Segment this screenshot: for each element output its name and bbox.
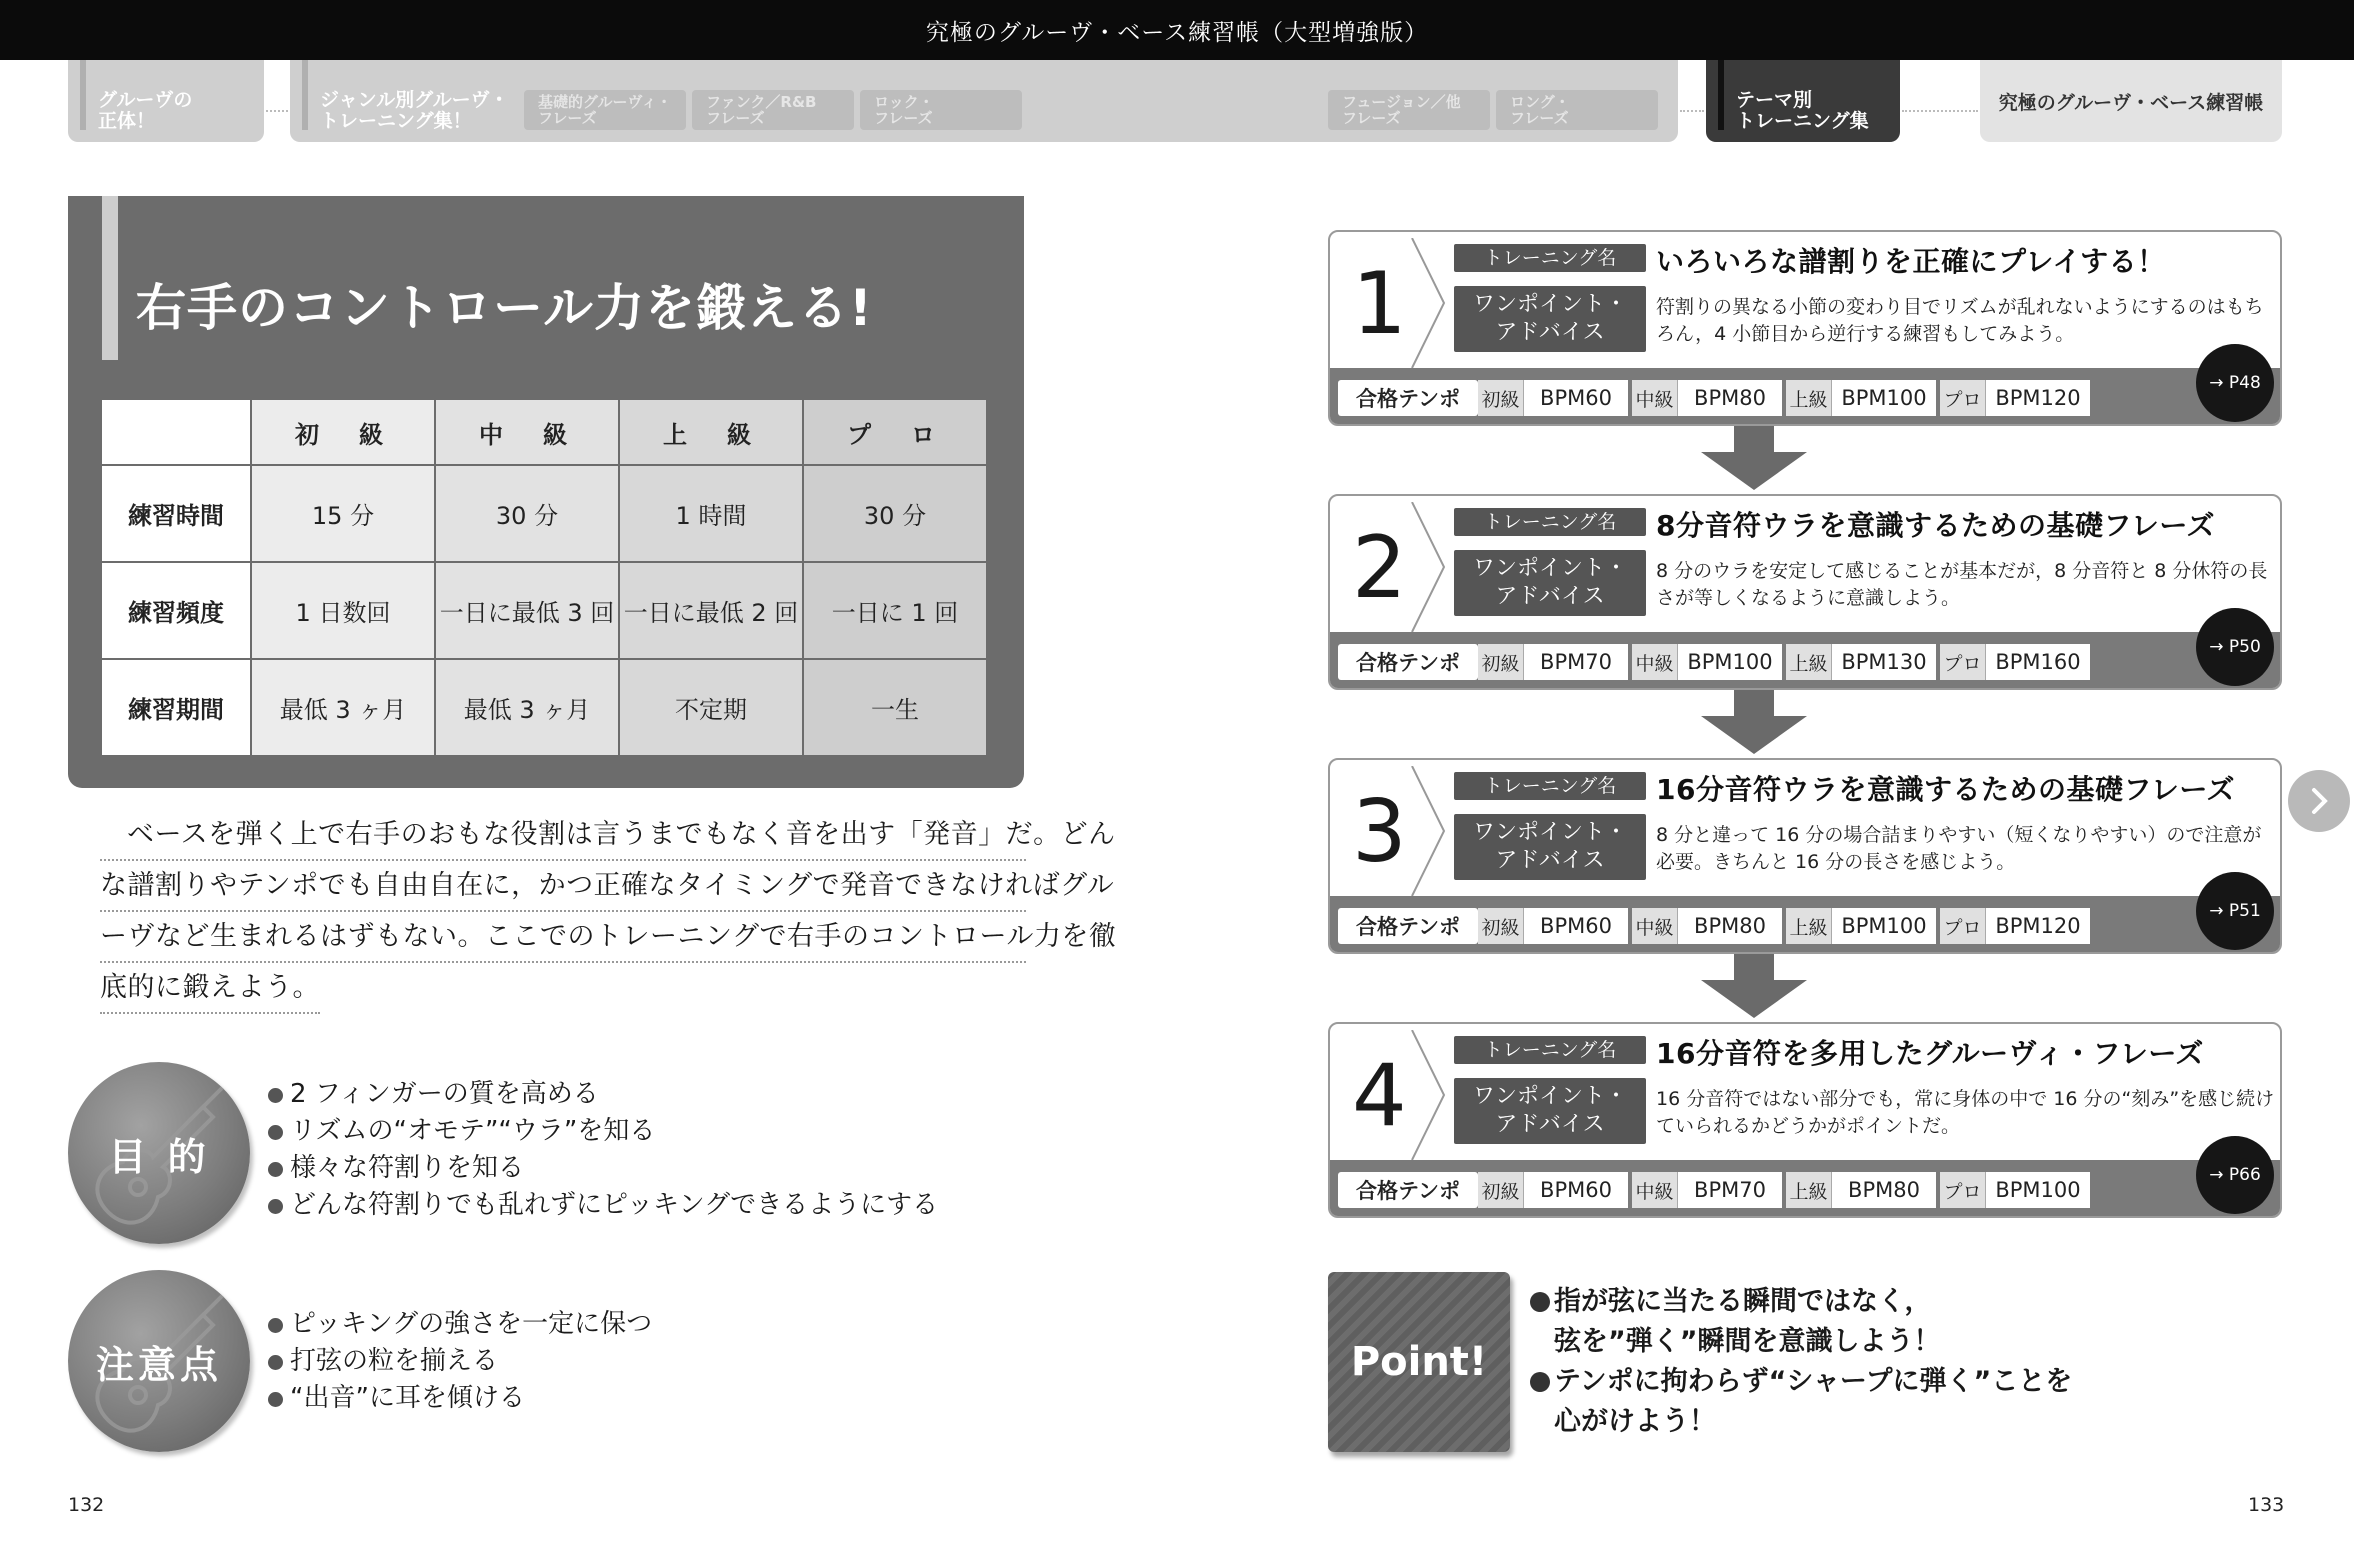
step-number: 1 (1352, 254, 1407, 354)
table-row (101, 465, 987, 562)
table-cell: 15 分 (251, 465, 435, 562)
page-number-left: 132 (68, 1494, 105, 1516)
next-page-button[interactable] (2288, 770, 2350, 832)
bpm-value: BPM60 (1540, 1178, 1612, 1202)
advice-text: 16 分音符ではない部分でも，常に身体の中で 16 分の“刻み”を感じ続けていられるかどうかがポイントだ。 (1656, 1088, 2275, 1137)
table-cell: 最低 3 ヶ月 (435, 659, 619, 756)
level-label: 中級 (1632, 1172, 1678, 1208)
point-line: 弦を”弾く”瞬間を意識しよう！ (1554, 1326, 1941, 1357)
table-header-cell (101, 399, 251, 465)
nav-tab-theme-active[interactable] (1706, 60, 1900, 142)
level-label: 上級 (1786, 380, 1832, 416)
list-item: 打弦の粒を揃える (268, 1343, 652, 1380)
table-cell: 30 分 (435, 465, 619, 562)
table-header-cell: プ ロ (803, 399, 987, 465)
bpm-value: BPM80 (1848, 1178, 1920, 1202)
page-reference-button[interactable]: → P51 (2196, 872, 2274, 950)
level-label: 初級 (1478, 1172, 1524, 1208)
tempo-level (1786, 1172, 1936, 1208)
tempo-level (1786, 644, 1936, 680)
level-label: 初級 (1478, 380, 1524, 416)
training-card (1328, 758, 2282, 954)
nav-divider (1680, 110, 1704, 112)
tempo-level (1940, 908, 2090, 944)
training-title: 8分音符ウラを意識するための基礎フレーズ (1656, 509, 2215, 542)
nav-sub-fusion[interactable]: フュージョン／他 フレーズ (1328, 90, 1490, 130)
table-header-cell: 上 級 (619, 399, 803, 465)
nav-tab-genre[interactable] (290, 60, 1678, 142)
down-arrow-icon (1701, 690, 1807, 754)
level-label: 初級 (1478, 644, 1524, 680)
training-card (1328, 1022, 2282, 1218)
training-title: 16分音符ウラを意識するための基礎フレーズ (1656, 773, 2235, 806)
advice-text: 符割りの異なる小節の変わり目でリズムが乱れないようにするのはもちろん，4 小節目から逆行する練習もしてみよう。 (1656, 296, 2264, 345)
table-cell: 30 分 (803, 465, 987, 562)
level-label: プロ (1940, 908, 1986, 944)
book-title: 究極のグルーヴ・ベース練習帳（大型増強版） (925, 19, 1429, 46)
level-label: 上級 (1786, 644, 1832, 680)
table-header-cell: 中 級 (435, 399, 619, 465)
intro-line: 底的に鍛えよう。 (100, 963, 320, 1014)
down-arrow-icon (1701, 426, 1807, 490)
level-label: 中級 (1632, 644, 1678, 680)
page-reference-button[interactable]: → P50 (2196, 608, 2274, 686)
bpm-value: BPM100 (1841, 914, 1927, 938)
nav-tab-label: グルーヴの 正体！ (98, 89, 193, 132)
tempo-level (1478, 908, 1628, 944)
level-label: 中級 (1632, 380, 1678, 416)
tempo-label: 合格テンポ (1338, 1172, 1478, 1208)
step-number: 2 (1352, 518, 1407, 618)
list-item: どんな符割りでも乱れずにピッキングできるようにする (268, 1187, 938, 1224)
bullet-dot (1530, 1372, 1550, 1392)
page-number-right: 133 (2248, 1494, 2285, 1516)
table-cell: 最低 3 ヶ月 (251, 659, 435, 756)
step-number: 3 (1352, 782, 1407, 882)
point-label: Point! (1350, 1339, 1488, 1385)
row-header: 練習頻度 (101, 562, 251, 659)
bpm-value: BPM160 (1995, 650, 2081, 674)
point-text (1530, 1282, 2072, 1442)
list-item: “出音”に耳を傾ける (268, 1380, 652, 1417)
row-header: 練習時間 (101, 465, 251, 562)
tempo-level (1478, 644, 1628, 680)
down-arrow-icon (1701, 954, 1807, 1018)
tempo-label: 合格テンポ (1338, 644, 1478, 680)
list-item: ピッキングの強さを一定に保つ (268, 1306, 652, 1343)
practice-plan-table (100, 398, 988, 757)
advice-label: ワンポイント・ アドバイス (1454, 286, 1646, 352)
nav-sub-funk[interactable]: ファンク／R&B フレーズ (692, 90, 854, 130)
point-line: 指が弦に当たる瞬間ではなく， (1554, 1286, 1932, 1317)
table-cell: 一日に 1 回 (803, 562, 987, 659)
chevron-divider-icon (1408, 238, 1448, 368)
bpm-value: BPM120 (1995, 914, 2081, 938)
intro-line: ーヴなど生まれるはずもない。ここでのトレーニングで右手のコントロール力を徹 (100, 912, 1026, 963)
table-cell: 1 時間 (619, 465, 803, 562)
row-header: 練習期間 (101, 659, 251, 756)
table-row (101, 659, 987, 756)
nav-sub-rock[interactable]: ロック・ フレーズ (860, 90, 1022, 130)
training-name-label: トレーニング名 (1454, 244, 1646, 272)
level-label: プロ (1940, 1172, 1986, 1208)
tempo-label: 合格テンポ (1338, 380, 1478, 416)
nav-tab-groove[interactable] (68, 60, 264, 142)
point-badge (1328, 1272, 1510, 1452)
bpm-value: BPM80 (1694, 386, 1766, 410)
bpm-value: BPM100 (1995, 1178, 2081, 1202)
tempo-level (1940, 644, 2090, 680)
bpm-value: BPM70 (1694, 1178, 1766, 1202)
table-cell: 一生 (803, 659, 987, 756)
nav-sub-long[interactable]: ロング・ フレーズ (1496, 90, 1658, 130)
training-name-label: トレーニング名 (1454, 508, 1646, 536)
tempo-level (1786, 380, 1936, 416)
tempo-level (1940, 1172, 2090, 1208)
bpm-value: BPM60 (1540, 914, 1612, 938)
bpm-value: BPM100 (1841, 386, 1927, 410)
bpm-value: BPM100 (1687, 650, 1773, 674)
tempo-level (1940, 380, 2090, 416)
bullet-dot (1530, 1292, 1550, 1312)
tempo-label: 合格テンポ (1338, 908, 1478, 944)
caution-list (268, 1306, 652, 1417)
purpose-list (268, 1076, 938, 1224)
page-reference-button[interactable]: → P66 (2196, 1136, 2274, 1214)
bpm-value: BPM130 (1841, 650, 1927, 674)
table-cell: 不定期 (619, 659, 803, 756)
list-item: 様々な符割りを知る (268, 1150, 938, 1187)
tempo-level (1632, 908, 1782, 944)
tempo-bar (1330, 1160, 2280, 1216)
step-number: 4 (1352, 1046, 1407, 1146)
tempo-level (1786, 908, 1936, 944)
caution-label: 注意点 (95, 1342, 222, 1387)
level-label: 初級 (1478, 908, 1524, 944)
nav-divider (266, 110, 288, 112)
nav-tab-label: テーマ別 トレーニング集 (1736, 89, 1869, 132)
chevron-right-icon (2304, 786, 2334, 816)
table-header-cell: 初 級 (251, 399, 435, 465)
nav-sub-basic[interactable]: 基礎的グルーヴィ・ フレーズ (524, 90, 686, 130)
advice-text: 8 分のウラを安定して感じることが基本だが，8 分音符と 8 分休符の長さが等しくなるように意識しよう。 (1656, 560, 2268, 609)
point-line: 心がけよう！ (1554, 1406, 1716, 1437)
nav-book-title[interactable]: 究極のグルーヴ・ベース練習帳 (1980, 60, 2282, 142)
level-label: 中級 (1632, 908, 1678, 944)
list-item: 2 フィンガーの質を高める (268, 1076, 938, 1113)
training-card (1328, 230, 2282, 426)
tempo-bar (1330, 368, 2280, 424)
table-row (101, 562, 987, 659)
point-line: テンポに拘わらず“シャープに弾く”ことを (1554, 1366, 2073, 1397)
table-header-row (101, 399, 987, 465)
level-label: プロ (1940, 644, 1986, 680)
bpm-value: BPM80 (1694, 914, 1766, 938)
page-title: 右手のコントロール力を鍛える! (136, 279, 873, 337)
tempo-level (1478, 1172, 1628, 1208)
title-accent-bar (102, 196, 118, 360)
list-item: リズムの“オモテ”“ウラ”を知る (268, 1113, 938, 1150)
purpose-badge (68, 1062, 250, 1244)
caution-badge (68, 1270, 250, 1452)
nav-divider (1902, 110, 1978, 112)
purpose-label: 目 的 (108, 1134, 210, 1179)
tempo-level (1632, 380, 1782, 416)
tempo-level (1478, 380, 1628, 416)
tempo-level (1632, 1172, 1782, 1208)
training-title: いろいろな譜割りを正確にプレイする！ (1656, 245, 2166, 278)
intro-line: ベースを弾く上で右手のおもな役割は言うまでもなく音を出す「発音」だ。どん (100, 810, 1026, 861)
table-cell: 一日に最低 3 回 (435, 562, 619, 659)
nav-tab-label: ジャンル別グルーヴ・ トレーニング集！ (320, 89, 509, 132)
table-cell: 一日に最低 2 回 (619, 562, 803, 659)
advice-label: ワンポイント・ アドバイス (1454, 814, 1646, 880)
chevron-divider-icon (1408, 502, 1448, 632)
training-card (1328, 494, 2282, 690)
training-title: 16分音符を多用したグルーヴィ・フレーズ (1656, 1037, 2204, 1070)
intro-line: な譜割りやテンポでも自由自在に，かつ正確なタイミングで発音できなければグル (100, 861, 1026, 912)
tempo-level (1632, 644, 1782, 680)
intro-paragraph (100, 810, 1117, 1014)
level-label: 上級 (1786, 908, 1832, 944)
advice-label: ワンポイント・ アドバイス (1454, 1078, 1646, 1144)
advice-label: ワンポイント・ アドバイス (1454, 550, 1646, 616)
training-name-label: トレーニング名 (1454, 772, 1646, 800)
page-reference-button[interactable]: → P48 (2196, 344, 2274, 422)
bpm-value: BPM70 (1540, 650, 1612, 674)
chevron-divider-icon (1408, 1030, 1448, 1160)
tempo-bar (1330, 632, 2280, 688)
level-label: 上級 (1786, 1172, 1832, 1208)
book-title-bar (0, 0, 2354, 60)
table-cell: 1 日数回 (251, 562, 435, 659)
bpm-value: BPM60 (1540, 386, 1612, 410)
advice-text: 8 分と違って 16 分の場合詰まりやすい（短くなりやすい）ので注意が必要。きちんと 16 分の長さを感じよう。 (1656, 824, 2262, 873)
training-name-label: トレーニング名 (1454, 1036, 1646, 1064)
chevron-divider-icon (1408, 766, 1448, 896)
level-label: プロ (1940, 380, 1986, 416)
bpm-value: BPM120 (1995, 386, 2081, 410)
chapter-nav (0, 60, 2354, 142)
tempo-bar (1330, 896, 2280, 952)
